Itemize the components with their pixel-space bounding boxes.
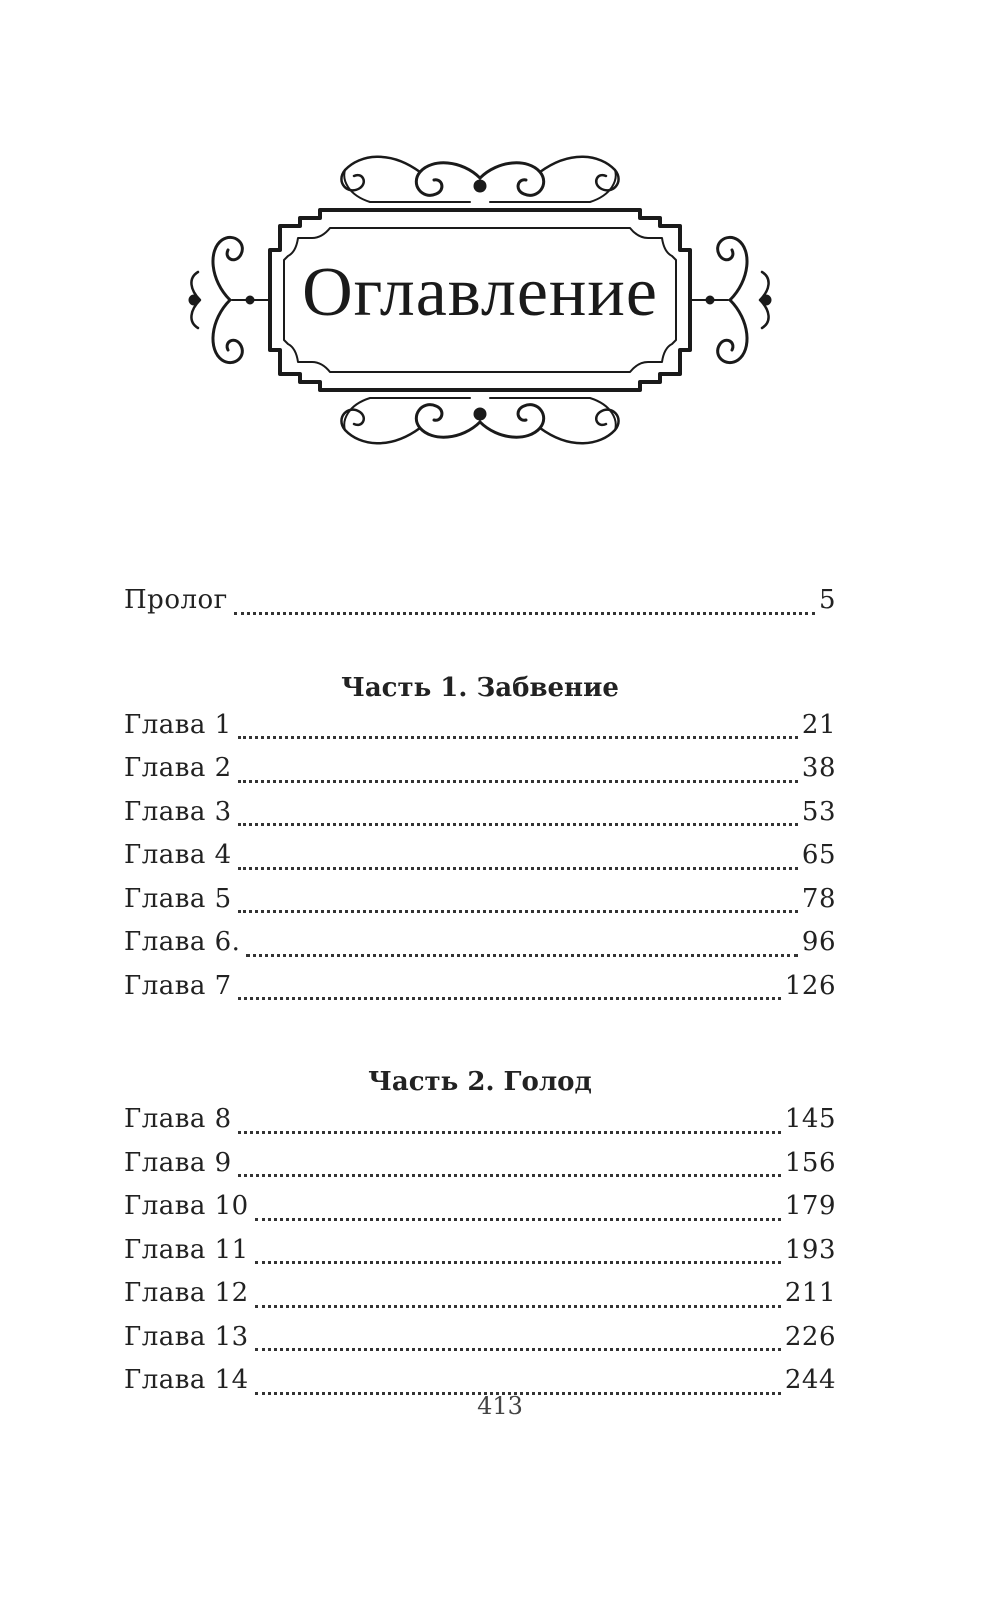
toc-entry-chapter-5[interactable] <box>124 884 836 928</box>
toc-entry-label: Глава 4 <box>124 840 232 870</box>
toc-entry-chapter-9[interactable] <box>124 1148 836 1192</box>
toc-entry-chapter-2[interactable] <box>124 753 836 797</box>
toc-entry-label: Глава 13 <box>124 1321 249 1352</box>
toc-entry-chapter-11[interactable] <box>124 1235 836 1279</box>
toc-entry-page: 179 <box>784 1191 836 1221</box>
toc-entry-chapter-4[interactable] <box>124 840 836 884</box>
dot-leader <box>255 1218 781 1221</box>
toc-entry-page: 65 <box>801 840 836 870</box>
toc-entry-chapter-12[interactable] <box>124 1278 836 1322</box>
dot-leader <box>238 780 798 783</box>
toc-entry-label: Глава 8 <box>124 1104 232 1134</box>
dot-leader <box>238 823 798 826</box>
toc-entry-chapter-10[interactable] <box>124 1191 836 1235</box>
toc-entry-chapter-13[interactable] <box>124 1322 836 1366</box>
toc-entry-label: Глава 2 <box>124 753 232 783</box>
toc-entry-page: 96 <box>801 927 836 957</box>
toc-entry-page: 226 <box>784 1321 836 1352</box>
part-heading-2: Часть 2. Голод <box>368 1067 592 1097</box>
toc-entry-label: Глава 7 <box>124 970 232 1001</box>
spacer <box>124 629 836 666</box>
table-of-contents <box>124 585 836 1409</box>
dot-leader <box>255 1348 781 1351</box>
dot-leader <box>255 1261 781 1264</box>
dot-leader <box>238 867 798 870</box>
toc-entry-page: 211 <box>784 1278 836 1308</box>
toc-entry-label: Глава 9 <box>124 1147 232 1178</box>
toc-entry-chapter-6[interactable] <box>124 927 836 971</box>
toc-entry-page: 38 <box>801 753 836 783</box>
toc-entry-page: 53 <box>801 796 836 827</box>
toc-entry-page: 78 <box>801 883 836 914</box>
toc-entry-page: 5 <box>818 585 836 615</box>
toc-entry-page: 145 <box>784 1104 836 1134</box>
ornamental-title-frame <box>170 140 790 460</box>
toc-entry-prologue[interactable] <box>124 585 836 629</box>
part-heading-1: Часть 1. Забвение <box>341 672 619 703</box>
dot-leader <box>246 954 797 957</box>
spacer <box>124 1014 836 1060</box>
toc-entry-label: Глава 10 <box>124 1191 249 1221</box>
toc-entry-chapter-7[interactable] <box>124 971 836 1015</box>
page-title: Оглавление <box>302 254 658 331</box>
dot-leader <box>255 1305 781 1308</box>
toc-entry-chapter-1[interactable] <box>124 710 836 754</box>
toc-entry-label: Глава 1 <box>124 709 232 740</box>
toc-entry-label: Глава 5 <box>124 883 232 914</box>
toc-entry-label: Пролог <box>124 585 228 615</box>
toc-entry-label: Глава 3 <box>124 796 232 827</box>
toc-entry-page: 21 <box>801 709 836 740</box>
dot-leader <box>234 612 815 615</box>
toc-entry-label: Глава 6. <box>124 927 241 957</box>
dot-leader <box>238 1131 781 1134</box>
toc-entry-label: Глава 14 <box>124 1365 249 1395</box>
dot-leader <box>238 1174 781 1177</box>
toc-entry-page: 244 <box>784 1365 836 1395</box>
toc-entry-page: 126 <box>784 970 836 1001</box>
toc-entry-label: Глава 11 <box>124 1234 249 1265</box>
dot-leader <box>238 736 798 739</box>
toc-entry-page: 193 <box>784 1234 836 1265</box>
dot-leader <box>238 910 798 913</box>
toc-entry-chapter-8[interactable] <box>124 1104 836 1148</box>
toc-entry-label: Глава 12 <box>124 1278 249 1308</box>
page-number: 413 <box>477 1392 523 1420</box>
toc-entry-chapter-3[interactable] <box>124 797 836 841</box>
dot-leader <box>238 997 781 1000</box>
toc-entry-page: 156 <box>784 1147 836 1178</box>
